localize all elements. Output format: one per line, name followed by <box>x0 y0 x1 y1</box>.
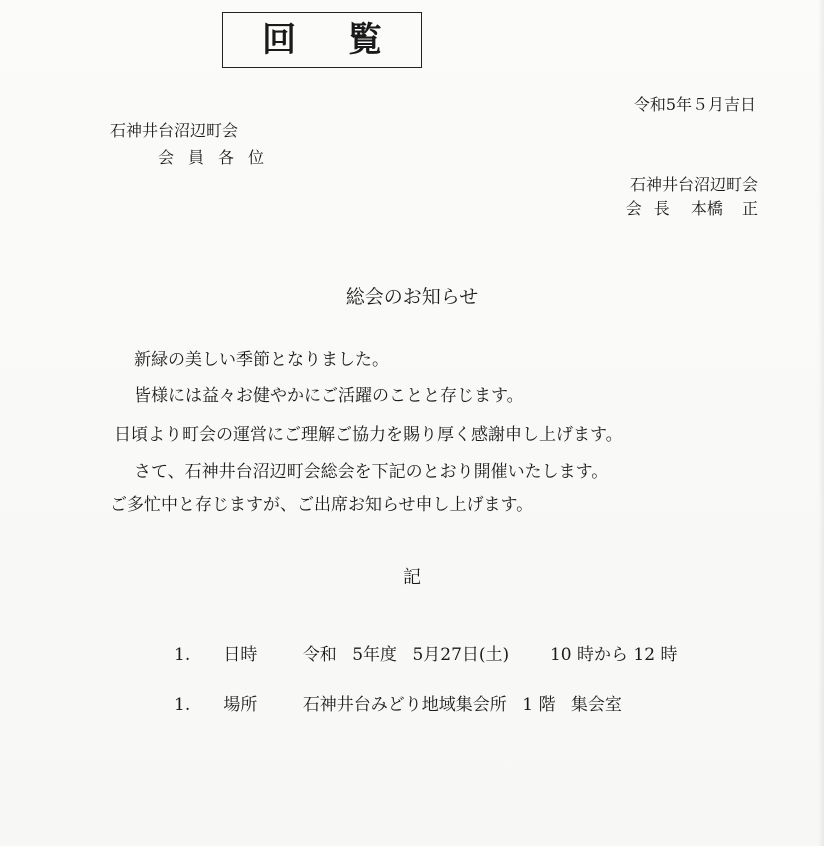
sender-role: 会長 <box>625 199 682 218</box>
sender-org: 石神井台沼辺町会 <box>629 175 758 194</box>
ki-marker: 記 <box>403 567 421 588</box>
item-room: 集会室 <box>570 695 622 715</box>
recipient-org: 石神井台沼辺町会 <box>110 121 239 140</box>
circulation-stamp-box <box>222 12 422 68</box>
notice-heading: 総会のお知らせ <box>345 286 479 308</box>
issue-date: 令和5年５月吉日 <box>633 95 756 114</box>
item-number: 1. <box>174 695 191 715</box>
item-label: 場所 <box>223 695 258 715</box>
scan-edge-shadow <box>818 0 824 846</box>
item-place <box>174 690 622 715</box>
item-date: 5月27日(土) <box>412 645 510 665</box>
sender-given-name: 正 <box>741 199 758 218</box>
item-fiscal-year: 5年度 <box>352 645 398 665</box>
body-line: さて、石神井台沼辺町会総会を下記のとおり開催いたします。 <box>134 462 609 482</box>
item-place-name: 石神井台みどり地域集会所 <box>302 695 507 715</box>
item-datetime <box>174 640 677 665</box>
circulation-title: 回 覧 <box>262 20 402 60</box>
item-number: 1. <box>174 645 191 665</box>
recipient-members: 会員各位 <box>158 148 279 167</box>
item-time: 10 時から 12 時 <box>549 645 678 665</box>
item-era: 令和 <box>302 645 337 665</box>
body-line: 新緑の美しい季節となりました。 <box>134 350 389 370</box>
body-line: ご多忙中と存じますが、ご出席お知らせ申し上げます。 <box>110 495 534 515</box>
sender-family-name: 本橋 <box>690 199 723 218</box>
sender-name <box>626 196 758 219</box>
item-floor: 1 階 <box>522 695 556 715</box>
body-line: 皆様には益々お健やかにご活躍のことと存じます。 <box>134 386 524 406</box>
body-line: 日頃より町会の運営にご理解ご協力を賜り厚く感謝申し上げます。 <box>114 425 623 445</box>
item-label: 日時 <box>223 645 258 665</box>
